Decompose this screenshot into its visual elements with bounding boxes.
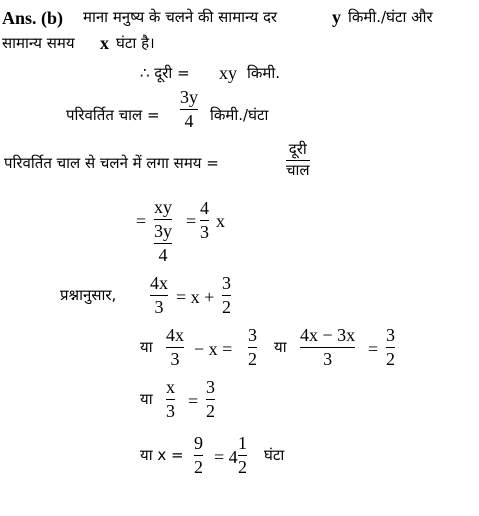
distance-expr: xy [219,63,237,83]
equals-sign: = [136,211,147,231]
time-def-fraction [286,142,310,179]
line2-text: सामान्य समय [2,34,75,52]
var-y: y [332,7,341,27]
ya-label: या [140,390,153,408]
fraction-bar [194,455,203,456]
fraction-bar [248,347,257,348]
distance-unit: किमी. [247,64,281,82]
numerator: 3 [206,377,215,397]
denominator: 3 [323,348,333,369]
denominator: 2 [206,400,215,421]
final-equation-label: या x = [140,446,184,464]
numerator: 1 [238,433,247,453]
denominator: 3 [166,400,175,421]
numerator: x [166,377,175,397]
numerator: 3 [248,325,257,345]
changed-speed-fraction [180,88,198,131]
fraction-bar [238,455,247,456]
fraction-4x-3 [166,326,184,369]
numerator: xy [154,197,172,217]
time-def-label: परिवर्तित चाल से चलने में लगा समय = [4,154,219,172]
inner-fraction-bar [154,243,172,244]
inner-numerator: 3y [154,220,172,241]
intro-text: माना मनुष्य के चलने की सामान्य दर [83,8,278,26]
equals-sign: = [368,339,379,359]
equals-sign: = [188,391,199,411]
fraction-4x-3 [150,274,168,317]
denominator: 2 [222,296,231,317]
fraction-3-2-b [386,326,395,369]
result-var: x [216,211,225,231]
distance-prefix: ∴ दूरी = [140,64,190,82]
denominator: 2 [194,456,203,477]
denominator: 3 [200,221,209,242]
fraction-bar [166,399,175,400]
fraction-bar [300,347,355,348]
equation-middle: = x + [176,287,215,307]
denominator: 2 [386,348,395,369]
numerator: 3 [386,325,395,345]
numerator: 4x [166,325,184,345]
fraction-1-2 [238,434,247,477]
fraction-bar [180,109,198,110]
ya-label-2: या [274,338,287,356]
hour-unit: घंटा [264,446,285,464]
denominator: 2 [248,348,257,369]
fraction-4x-minus-3x [300,326,355,369]
answer-label: Ans. (b) [2,8,64,28]
numerator: 9 [194,433,203,453]
fraction-bar [150,295,168,296]
numerator: 3 [222,273,231,293]
fraction-bar [166,347,184,348]
denominator: चाल [286,160,310,179]
fraction-9-2 [194,434,203,477]
equals-sign-2: = [186,211,197,231]
fraction-bar [386,347,395,348]
numerator: 4x [150,273,168,293]
var-x: x [100,33,109,53]
fraction-bar [200,220,209,221]
numerator: दूरी [288,140,307,158]
equals-four: = 4 [214,447,238,467]
inner-denominator: 4 [158,244,168,265]
line2-text-2: घंटा है। [116,34,155,52]
denominator-fraction [154,222,172,265]
numerator: 3y [180,87,198,107]
fraction-bar [206,399,215,400]
fraction-bar [222,295,231,296]
numerator: 4x − 3x [300,325,356,345]
fraction-3-2 [206,378,215,421]
denominator: 3 [154,296,164,317]
denominator: 4 [184,110,194,131]
denominator: 2 [238,456,247,477]
changed-speed-unit: किमी./घंटा [210,106,269,124]
result-fraction [200,199,209,242]
fraction-3-2 [222,274,231,317]
intro-text-2: किमी./घंटा और [348,8,433,26]
minus-x-equals: − x = [194,339,233,359]
denominator: 3 [170,348,180,369]
per-question-label: प्रश्नानुसार, [60,286,117,304]
numerator: 4 [200,198,209,218]
fraction-bar [154,219,172,220]
ya-label: या [140,338,153,356]
fraction-3-2 [248,326,257,369]
complex-fraction [154,198,172,265]
fraction-x-3 [166,378,175,421]
changed-speed-label: परिवर्तित चाल = [66,106,160,124]
